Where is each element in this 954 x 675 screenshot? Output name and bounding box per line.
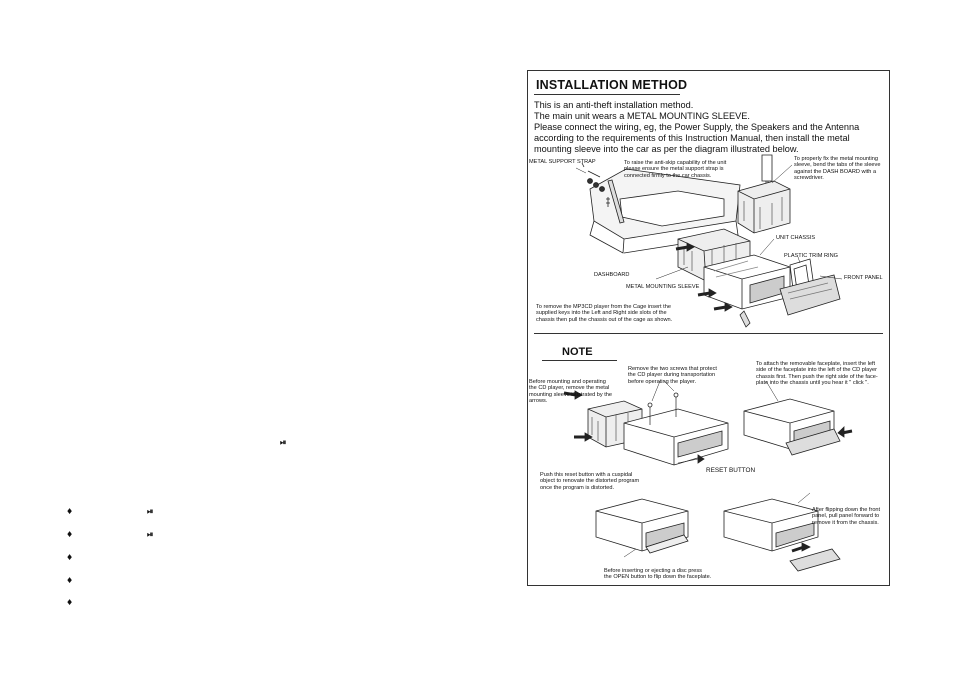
reset-button-label: RESET BUTTON bbox=[706, 467, 756, 474]
front-panel-label: FRONT PANEL bbox=[844, 275, 883, 281]
metal-support-strap-label: METAL SUPPORT STRAP bbox=[529, 159, 596, 165]
sleeve-bend-note: To properly fix the metal mounting sleeve, bend the tabs of the sleeve against the DASH BOARD with a screwdriver. bbox=[794, 156, 881, 181]
attach-faceplate-note: To attach the removable faceplate, insert the left side of the faceplate into the left of the CD player chassis first. Then push the right side of the face- plate into the chassis until you hear it " click ". bbox=[756, 361, 878, 386]
bullet-icon: ♦ bbox=[66, 507, 74, 516]
title-underline bbox=[534, 94, 680, 95]
unit-chassis-label: UNIT CHASSIS bbox=[776, 235, 816, 241]
intro-line: Please connect the wiring, eg, the Power Supply, the Speakers and the Antenna bbox=[534, 122, 860, 132]
bullet-icon: ♦ bbox=[66, 576, 74, 585]
metal-mounting-sleeve-label: METAL MOUNTING SLEEVE bbox=[626, 284, 700, 290]
play-pause-icon: ⏯ bbox=[147, 530, 154, 539]
intro-line: This is an anti-theft installation method. bbox=[534, 100, 694, 110]
intro-line: according to the requirements of this Instruction Manual, then install the metal bbox=[534, 133, 850, 143]
remove-screws-note: Remove the two screws that protect the CD player during transportation before operating the player. bbox=[628, 366, 717, 385]
pull-panel-unit-illustration bbox=[724, 499, 818, 551]
bullet-icon: ♦ bbox=[66, 553, 74, 562]
bullet-icon: ♦ bbox=[66, 530, 74, 539]
screw-icon bbox=[648, 403, 652, 407]
pull-panel-note: After flipping down the front panel, pull panel forward to remove it from the chassis. bbox=[812, 507, 881, 526]
section-divider bbox=[534, 333, 883, 334]
screw-icon bbox=[600, 187, 605, 192]
installation-panel bbox=[527, 70, 890, 586]
intro-line: mounting sleeve into the car as per the diagram illustrated below. bbox=[534, 144, 799, 154]
open-button-note: Before inserting or ejecting a disc press the OPEN button to flip down the faceplate. bbox=[604, 568, 712, 581]
screwdriver-illustration bbox=[762, 155, 772, 181]
play-pause-icon: ⏯ bbox=[147, 507, 154, 516]
reset-note: Push this reset button with a cuspidal object to renovate the distorted program once the program is distorted. bbox=[540, 472, 640, 491]
remove-sleeve-note: Before mounting and operating the CD player, remove the metal mounting sleeve illustrated by the arrows. bbox=[529, 379, 613, 404]
installation-title: INSTALLATION METHOD bbox=[536, 78, 688, 92]
note-underline bbox=[542, 360, 617, 361]
screw-icon bbox=[594, 183, 599, 188]
strap-note: To raise the anti-skip capability of the unit please ensure the metal support strap is connected firmly to the car chassis. bbox=[624, 160, 727, 179]
detached-panel-illustration bbox=[790, 549, 840, 571]
removal-key-illustration bbox=[740, 311, 750, 327]
bullet-icon: ♦ bbox=[66, 598, 74, 607]
intro-line: The main unit wears a METAL MOUNTING SLEEVE. bbox=[534, 111, 750, 121]
dashboard-label: DASHBOARD bbox=[594, 272, 630, 278]
screw-icon bbox=[674, 393, 678, 397]
plastic-trim-ring-label: PLASTIC TRIM RING bbox=[784, 253, 838, 259]
screw-icon bbox=[588, 179, 593, 184]
play-pause-icon: ⏯ bbox=[280, 438, 287, 447]
remove-player-note: To remove the MP3CD player from the Cage insert the supplied keys into the Left and Right side slots of the chassis then pull the chassis out of the cage as shown. bbox=[536, 304, 673, 323]
note-title: NOTE bbox=[562, 346, 593, 358]
